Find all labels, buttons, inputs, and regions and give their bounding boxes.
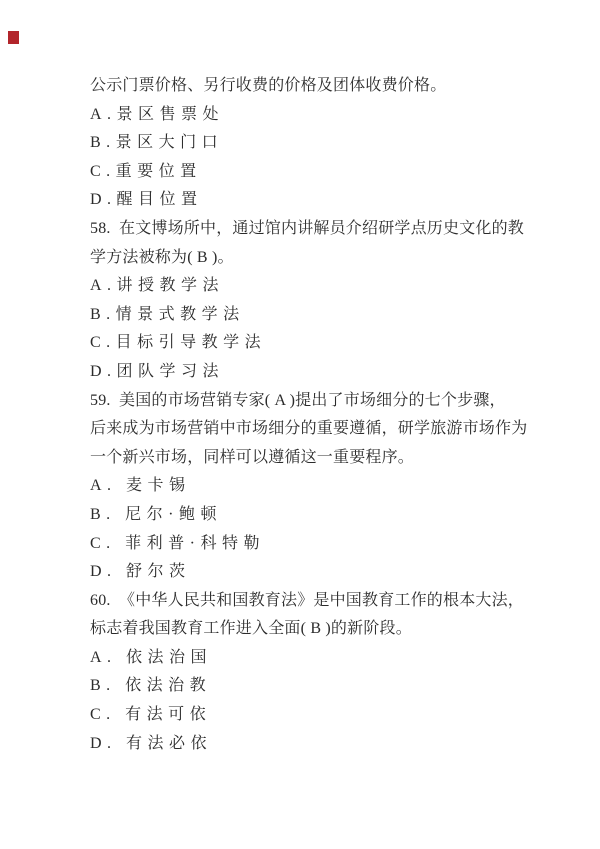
question-text-block (90, 72, 530, 758)
option-line: D.团队学习法 (90, 362, 225, 380)
option-line: C. 有法可依 (90, 706, 212, 724)
option-line: B. 依法治教 (90, 677, 212, 695)
option-line: C.重要位置 (90, 162, 202, 180)
option-line: C. 菲利普·科特勒 (90, 534, 266, 552)
question-stem-line: 59. 美国的市场营销专家( A )提出了市场细分的七个步骤， (90, 391, 506, 409)
option-line: D. 有法必依 (90, 734, 213, 752)
question-stem-line: 一个新兴市场，同样可以遵循这一重要程序。 (90, 448, 415, 466)
question-stem-line: 学方法被称为( B )。 (90, 248, 234, 266)
question-stem-line: 60. 《中华人民共和国教育法》是中国教育工作的根本大法， (90, 591, 525, 609)
question-stem-line: 后来成为市场营销中市场细分的重要遵循，研学旅游市场作为 (90, 420, 528, 438)
option-line: D.醒目位置 (90, 191, 203, 209)
question-continuation-line: 公示门票价格、另行收费的价格及团体收费价格。 (90, 77, 447, 94)
question-stem-line: 58. 在文博场所中，通过馆内讲解员介绍研学点历史文化的教 (90, 219, 525, 237)
red-mark (8, 31, 19, 44)
option-line: B.景区大门口 (90, 134, 224, 152)
option-line: B.情景式教学法 (90, 305, 245, 323)
option-line: A. 依法治国 (90, 648, 213, 666)
option-line: C.目标引导教学法 (90, 334, 267, 352)
question-stem-line: 标志着我国教育工作进入全面( B )的新阶段。 (90, 620, 412, 638)
option-line: A. 麦卡锡 (90, 477, 191, 495)
option-line: A.景区售票处 (90, 105, 225, 123)
option-line: A.讲授教学法 (90, 277, 225, 295)
option-line: B. 尼尔·鲍顿 (90, 505, 223, 523)
option-line: D. 舒尔茨 (90, 563, 191, 581)
